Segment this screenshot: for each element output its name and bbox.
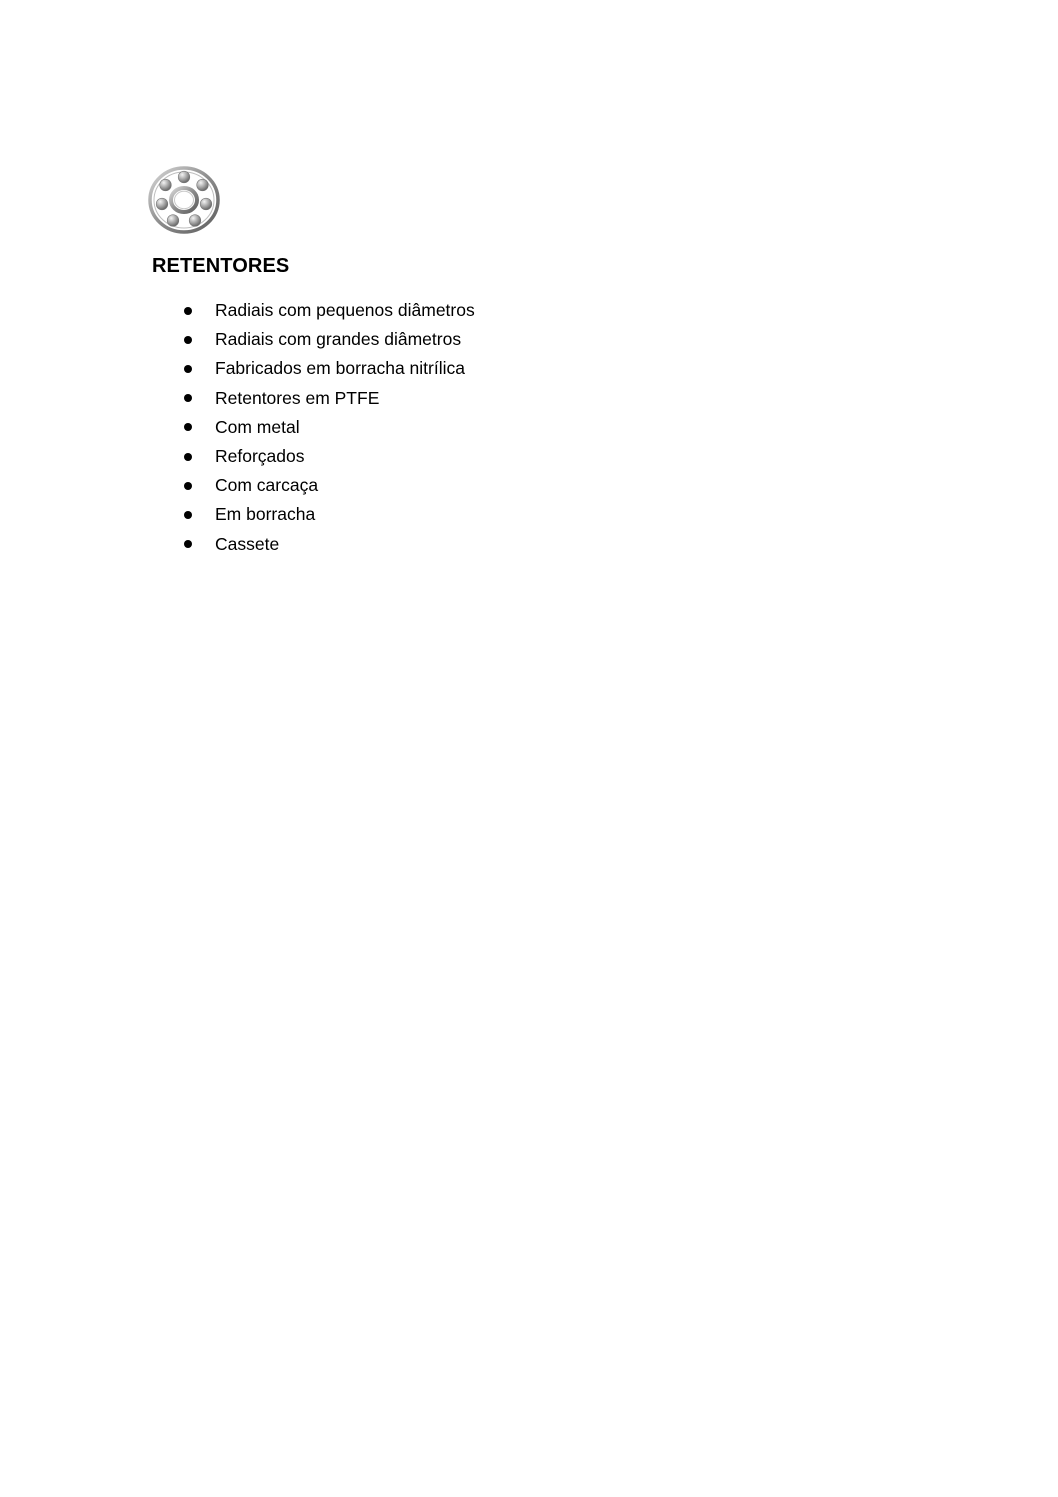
bullet-icon bbox=[184, 423, 192, 431]
list-item-label: Com metal bbox=[215, 416, 300, 437]
list-item bbox=[184, 354, 475, 383]
bullet-icon bbox=[184, 453, 192, 461]
bullet-icon bbox=[184, 540, 192, 548]
ball-bearing-icon bbox=[148, 166, 220, 234]
list-item-label: Radiais com pequenos diâmetros bbox=[215, 300, 475, 321]
list-item bbox=[184, 296, 475, 325]
list-item-label: Retentores em PTFE bbox=[215, 387, 380, 408]
bullet-icon bbox=[184, 336, 192, 344]
list-item bbox=[184, 471, 475, 500]
list-item-label: Fabricados em borracha nitrílica bbox=[215, 358, 465, 379]
list-item-label: Em borracha bbox=[215, 504, 316, 525]
list-item-label: Radiais com grandes diâmetros bbox=[215, 329, 462, 350]
bullet-icon bbox=[184, 365, 192, 373]
list-item-label: Reforçados bbox=[215, 446, 305, 467]
bullet-icon bbox=[184, 307, 192, 315]
page-title: RETENTORES bbox=[152, 255, 290, 277]
list-item bbox=[184, 384, 475, 413]
list-item bbox=[184, 442, 475, 471]
list-item-label: Com carcaça bbox=[215, 475, 319, 496]
bullet-icon bbox=[184, 482, 192, 490]
list-item bbox=[184, 325, 475, 354]
list-item-label: Cassete bbox=[215, 533, 280, 554]
bullet-icon bbox=[184, 511, 192, 519]
list-item bbox=[184, 500, 475, 529]
bullet-icon bbox=[184, 394, 192, 402]
list-item bbox=[184, 413, 475, 442]
list-item bbox=[184, 530, 475, 559]
bullet-list bbox=[184, 296, 475, 559]
